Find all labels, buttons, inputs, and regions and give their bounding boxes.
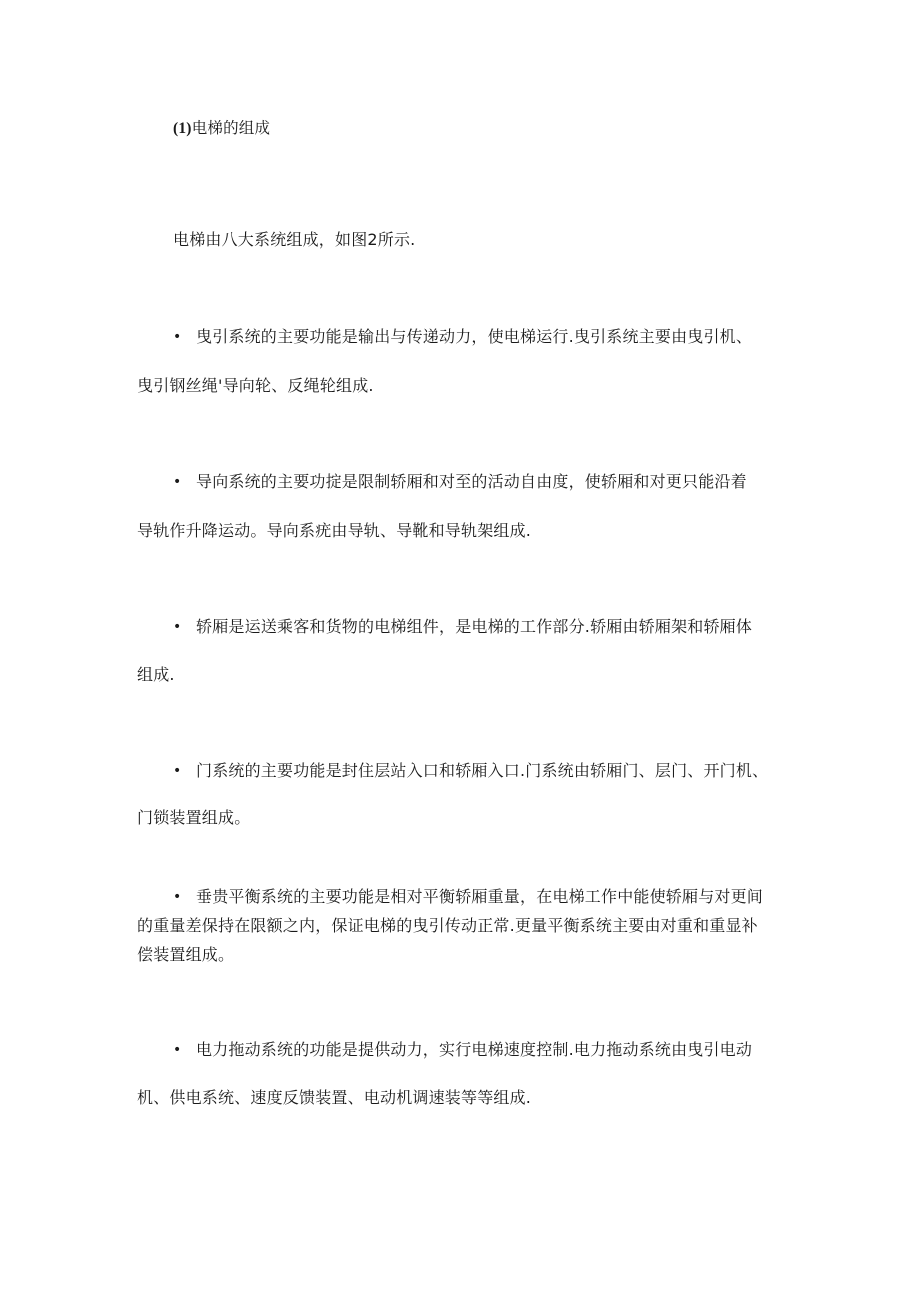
item-5-line-1: 垂贵平衡系统的主要功能是相对平衡轿厢重量，在电梯工作中能使轿厢与对更间 xyxy=(196,887,764,906)
bullet-marker: • xyxy=(173,474,182,490)
section-heading xyxy=(173,118,270,139)
bullet-marker: • xyxy=(173,763,182,779)
item-5-line-3: 偿装置组成。 xyxy=(137,945,235,964)
intro-paragraph: 电梯由八大系统组成，如图2所示. xyxy=(173,230,416,249)
item-6-line-1: 电力拖动系统的功能是提供动力，实行电梯速度控制.电力拖动系统由曳引电动 xyxy=(196,1040,753,1059)
item-2-line-1: 导向系统的主要功掟是限制轿厢和对至的活动自由度，使轿厢和对更只能沿着 xyxy=(196,472,747,491)
bullet-marker: • xyxy=(173,889,182,905)
item-4-line-1: 门系统的主要功能是封住层站入口和轿厢入口.门系统由轿厢门、层门、开门机、 xyxy=(196,761,769,780)
item-5-line-2: 的重量差保持在限额之内，保证电梯的曳引传动正常.更量平衡系统主要由对重和重显补 xyxy=(137,916,758,935)
section-title: 电梯的组成 xyxy=(191,119,271,137)
bullet-marker: • xyxy=(173,619,182,635)
item-4-line-2: 门锁装置组成。 xyxy=(137,808,251,827)
bullet-marker: • xyxy=(173,1042,182,1058)
item-3-line-2: 组成. xyxy=(137,665,175,684)
item-2-line-2: 导轨作升降运动。导向系疣由导轨、导靴和导轨架组成. xyxy=(137,521,532,540)
section-number: (1) xyxy=(173,120,192,137)
item-1-line-1: 曳引系统的主要功能是输出与传递动力，使电梯运行.曳引系统主要由曳引机、 xyxy=(196,327,753,346)
bullet-marker: • xyxy=(173,329,182,345)
item-3-line-1: 轿厢是运送乘客和货物的电梯组件，是电梯的工作部分.轿厢由轿厢架和轿厢体 xyxy=(196,617,753,636)
item-1-line-2: 曳引钢丝绳'导向轮、反绳轮组成. xyxy=(137,376,374,395)
item-6-line-2: 机、供电系统、速度反馈装置、电动机调速装等等组成. xyxy=(137,1088,532,1107)
